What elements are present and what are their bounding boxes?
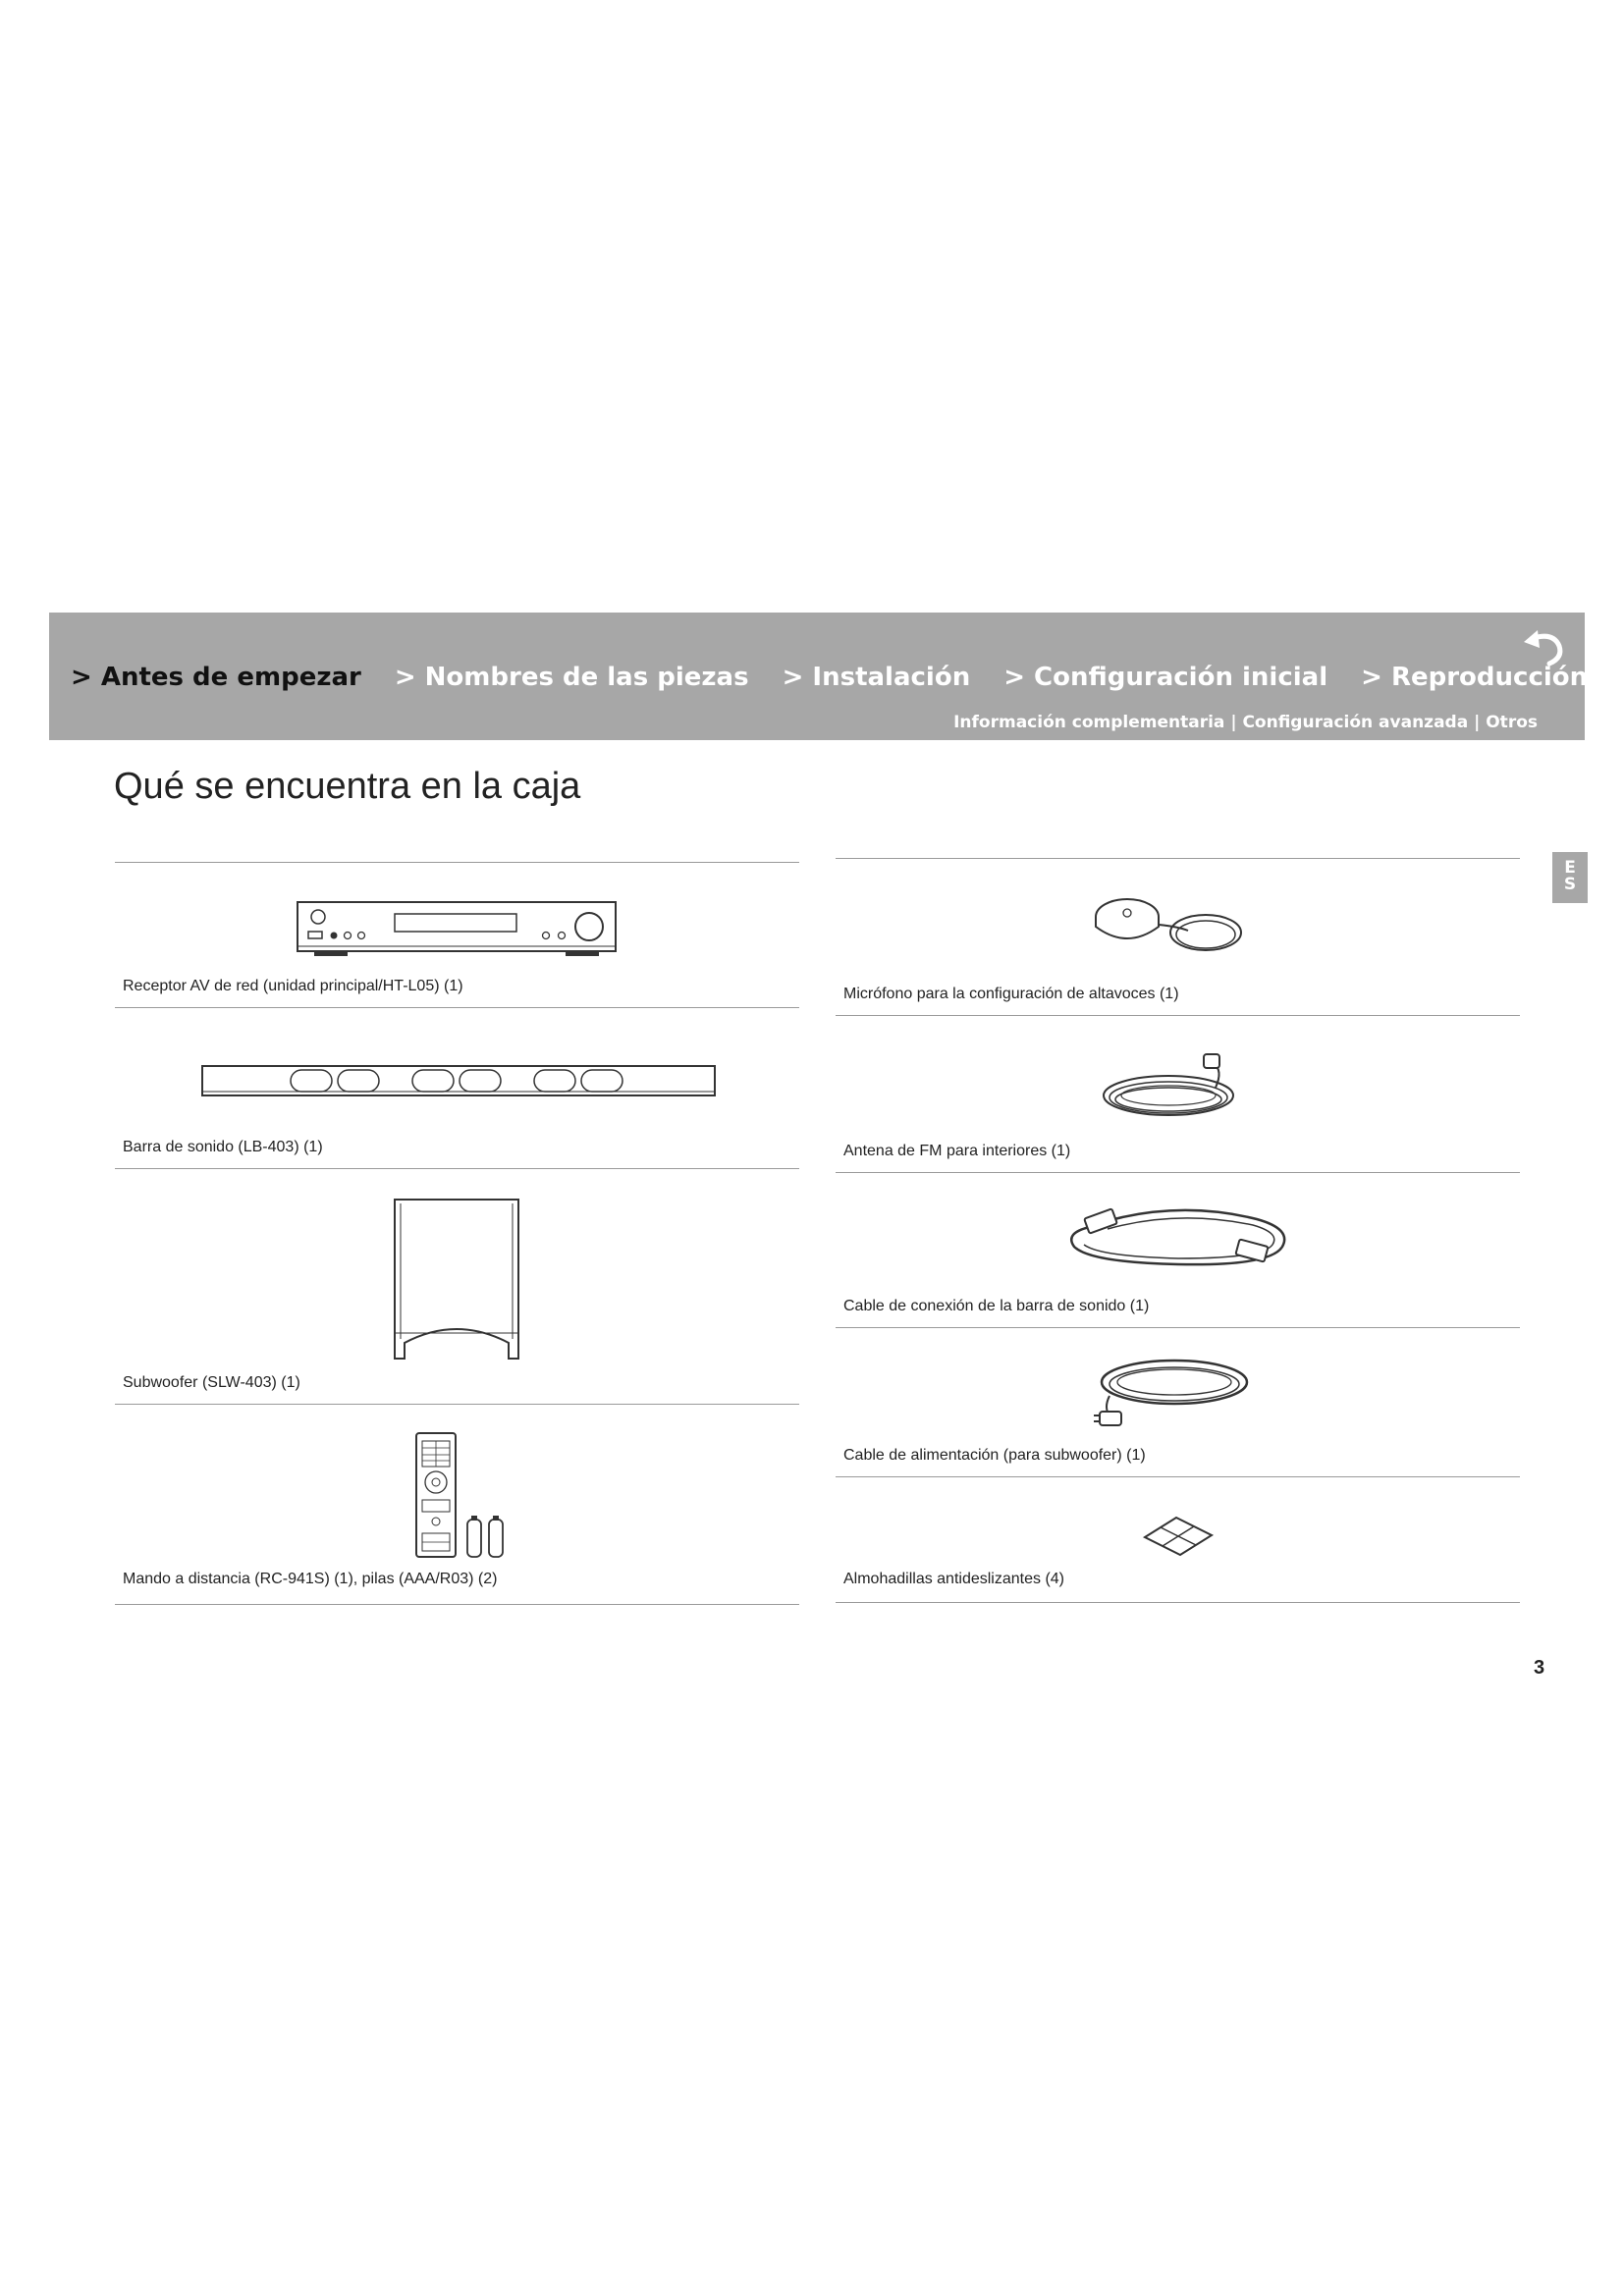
av-receiver-illustration (295, 899, 619, 960)
divider (836, 1476, 1520, 1477)
link-configuracion-avanzada[interactable]: Configuración avanzada (1242, 713, 1469, 732)
item-label-remote: Mando a distancia (RC-941S) (1), pilas (AAA/R03) (2) (123, 1571, 498, 1587)
nav-separator: | (1224, 713, 1243, 732)
language-letter: S (1563, 875, 1577, 894)
soundbar-cable-illustration (1060, 1203, 1296, 1274)
tab-reproduccion[interactable]: > Reproducción (1361, 663, 1589, 692)
nonslip-pads-illustration (1141, 1514, 1216, 1559)
item-label-power-cable: Cable de alimentación (para subwoofer) (1) (843, 1447, 1146, 1464)
back-button[interactable] (1520, 626, 1567, 669)
item-label-soundbar-cable: Cable de conexión de la barra de sonido (1) (843, 1298, 1150, 1314)
nav-separator: | (1468, 713, 1487, 732)
item-label-soundbar: Barra de sonido (LB-403) (1) (123, 1139, 323, 1155)
divider (115, 1007, 799, 1008)
tab-instalacion[interactable]: > Instalación (782, 663, 971, 692)
divider (836, 1015, 1520, 1016)
return-arrow-icon (1520, 626, 1567, 669)
divider (115, 1604, 799, 1605)
soundbar-illustration (200, 1062, 717, 1101)
item-label-subwoofer: Subwoofer (SLW-403) (1) (123, 1374, 300, 1391)
tab-configuracion-inicial[interactable]: > Configuración inicial (1003, 663, 1328, 692)
divider (115, 1168, 799, 1169)
remote-control-illustration (412, 1431, 522, 1559)
divider (836, 1327, 1520, 1328)
item-label-nonslip-pads: Almohadillas antideslizantes (4) (843, 1571, 1064, 1587)
page-title: Qué se encuentra en la caja (114, 766, 581, 807)
microphone-illustration (1090, 891, 1247, 962)
language-tab (1552, 852, 1588, 903)
top-navigation-bar (49, 613, 1589, 740)
divider (836, 858, 1520, 859)
language-letter: E (1564, 858, 1576, 878)
divider (115, 1404, 799, 1405)
power-cable-illustration (1080, 1353, 1257, 1429)
secondary-nav (953, 713, 1538, 732)
item-label-microphone: Micrófono para la configuración de altavoces (1) (843, 986, 1179, 1002)
link-otros[interactable]: Otros (1486, 713, 1538, 732)
tab-antes-de-empezar[interactable]: > Antes de empezar (71, 663, 361, 692)
nav-tabs (71, 658, 1621, 697)
divider (836, 1602, 1520, 1603)
item-label-fm-antenna: Antena de FM para interiores (1) (843, 1143, 1071, 1159)
fm-antenna-illustration (1090, 1050, 1267, 1129)
item-label-receiver: Receptor AV de red (unidad principal/HT-L05) (1) (123, 978, 463, 994)
subwoofer-illustration (391, 1196, 522, 1362)
link-informacion-complementaria[interactable]: Información complementaria (953, 713, 1225, 732)
divider (836, 1172, 1520, 1173)
page-number: 3 (1534, 1657, 1545, 1679)
tab-nombres-de-las-piezas[interactable]: > Nombres de las piezas (394, 663, 749, 692)
divider (115, 862, 799, 863)
